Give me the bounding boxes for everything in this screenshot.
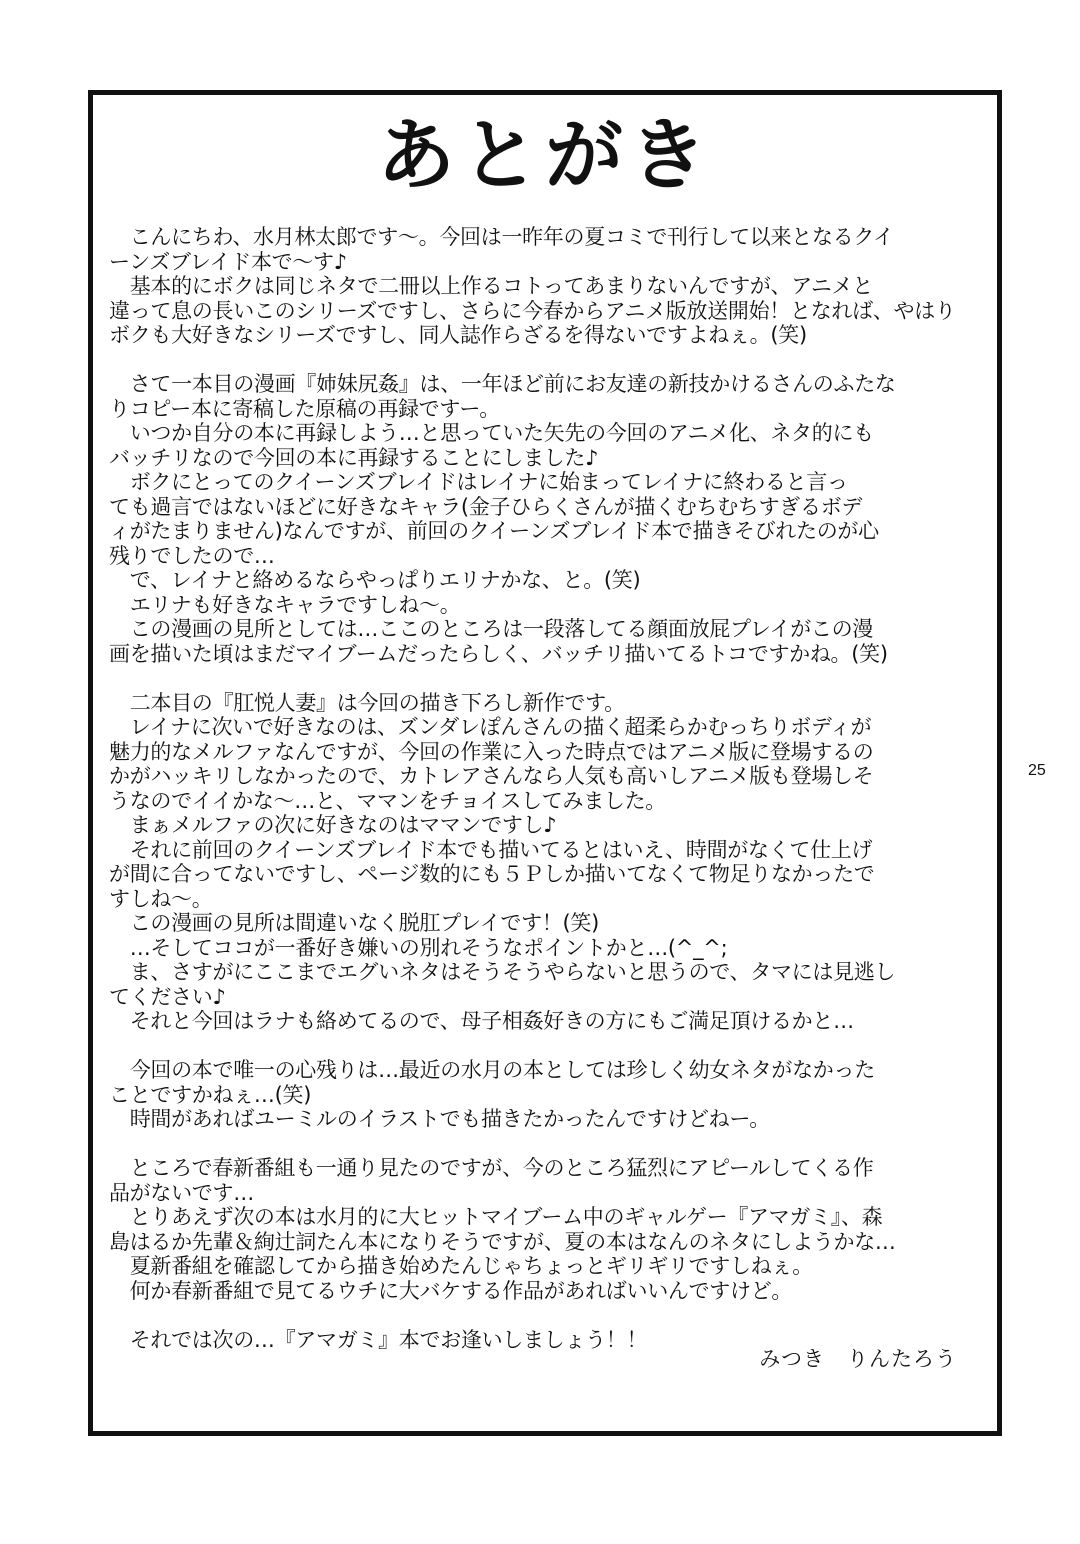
paragraph bbox=[109, 1156, 989, 1303]
text-line: 二本目の『肛悦人妻』は今回の描き下ろし新作です。 bbox=[109, 690, 625, 715]
text-line: まぁメルファの次に好きなのはママンですし♪ bbox=[109, 813, 557, 837]
paragraph-gap bbox=[109, 666, 989, 691]
text-line: それに前回のクイーンズブレイド本でも描いてるとはいえ、時間がなくて仕上げ bbox=[109, 837, 873, 862]
text-line: ボクにとってのクイーンズブレイドはレイナに始まってレイナに終わると言っ bbox=[109, 470, 848, 494]
text-line: 品がないです… bbox=[109, 1180, 254, 1205]
text-line: 島はるか先輩＆絢辻詞たん本になりそうですが、夏の本はなんのネタにしようかな… bbox=[109, 1229, 896, 1254]
paragraph-gap bbox=[109, 348, 989, 373]
paragraph bbox=[109, 225, 989, 348]
text-line: レイナに次いで好きなのは、ズンダレぽんさんの描く超柔らかむっちりボディが bbox=[109, 715, 872, 739]
text-line: 残りでしたので… bbox=[109, 543, 275, 568]
text-line: バッチリなので今回の本に再録することにしました♪ bbox=[109, 445, 599, 470]
paragraph-gap bbox=[109, 1303, 989, 1328]
text-line: ーンズブレイド本で〜す♪ bbox=[109, 249, 347, 274]
text-line: すしね〜。 bbox=[109, 886, 213, 911]
text-line: さて一本目の漫画『姉妹尻姦』は、一年ほど前にお友達の新技かけるさんのふたな bbox=[109, 372, 896, 396]
text-line: ところで春新番組も一通り見たのですが、今のところ猛烈にアピールしてくる作 bbox=[109, 1156, 874, 1180]
afterword-body bbox=[109, 225, 989, 1352]
paragraph-gap bbox=[109, 1034, 989, 1059]
text-line: …そしてココが一番好き嫌いの別れそうなポイントかと…(^_^; bbox=[109, 935, 728, 960]
text-line: かがハッキリしなかったので、カトレアさんなら人気も高いしアニメ版も登場しそ bbox=[109, 764, 874, 788]
text-line: エリナも好きなキャラですしね〜。 bbox=[109, 592, 461, 617]
text-line: いつか自分の本に再録しよう…と思っていた矢先の今回のアニメ化、ネタ的にも bbox=[109, 421, 874, 445]
paragraph bbox=[109, 691, 989, 1034]
text-line: ても過言ではないほどに好きなキャラ(金子ひらくさんが描くむちむちすぎるボデ bbox=[109, 494, 863, 519]
text-line: うなのでイイかな〜…と、ママンをチョイスしてみました。 bbox=[109, 788, 667, 813]
text-line: こんにちわ、水月林太郎です〜。今回は一昨年の夏コミで刊行して以来となるクイ bbox=[109, 225, 894, 249]
paragraph bbox=[109, 372, 989, 666]
text-line: この漫画の見所としては…ここのところは一段落してる顔面放屁プレイがこの漫 bbox=[109, 617, 874, 641]
page-title: あとがき bbox=[376, 111, 713, 201]
text-line: 違って息の長いこのシリーズですし、さらに今春からアニメ版放送開始！となれば、やはり bbox=[109, 298, 956, 323]
text-line: ボクも大好きなシリーズですし、同人誌作らざるを得ないですよねぇ。(笑) bbox=[109, 323, 807, 347]
page-frame bbox=[88, 90, 1002, 1436]
text-line: 今回の本で唯一の心残りは…最近の水月の本としては珍しく幼女ネタがなかった bbox=[109, 1058, 875, 1082]
paragraph bbox=[109, 1058, 989, 1132]
text-line: 夏新番組を確認してから描き始めたんじゃちょっとギリギリですしねぇ。 bbox=[109, 1254, 813, 1278]
text-line: 魅力的なメルファなんですが、今回の作業に入った時点ではアニメ版に登場するの bbox=[109, 739, 874, 764]
text-line: この漫画の見所は間違いなく脱肛プレイです！(笑) bbox=[109, 911, 599, 935]
text-line: 画を描いた頃はまだマイブームだったらしく、バッチリ描いてるトコですかね。(笑) bbox=[109, 641, 888, 666]
text-line: りコピー本に寄稿した原稿の再録ですー。 bbox=[109, 396, 500, 421]
text-line: が間に合ってないですし、ページ数的にも５Ｐしか描いてなくて物足りなかったで bbox=[109, 862, 875, 886]
author-signature: みつき りんたろう bbox=[759, 1347, 957, 1371]
text-line: てください♪ bbox=[109, 984, 226, 1009]
text-line: ィがたまりません)なんですが、前回のクイーンズブレイド本で描きそびれたのが心 bbox=[109, 519, 879, 543]
text-line: それと今回はラナも絡めてるので、母子相姦好きの方にもご満足頂けるかと… bbox=[109, 1009, 854, 1033]
page-number: 25 bbox=[1028, 762, 1046, 779]
text-line: それでは次の…『アマガミ』本でお逢いしましょう！！ bbox=[109, 1327, 648, 1352]
text-line: とりあえず次の本は水月的に大ヒットマイブーム中のギャルゲー『アマガミ』、森 bbox=[109, 1205, 883, 1229]
paragraph-gap bbox=[109, 1132, 989, 1157]
text-line: 基本的にボクは同じネタで二冊以上作るコトってあまりないんですが、アニメと bbox=[109, 274, 874, 298]
text-line: で、レイナと絡めるならやっぱりエリナかな、と。(笑) bbox=[109, 568, 641, 592]
text-line: ことですかねぇ…(笑) bbox=[109, 1082, 312, 1107]
text-line: ま、さすがにここまでエグいネタはそうそうやらないと思うので、タマには見逃し bbox=[109, 960, 896, 984]
text-line: 時間があればユーミルのイラストでも描きたかったんですけどねー。 bbox=[109, 1107, 770, 1131]
text-line: 何か春新番組で見てるウチに大バケする作品があればいいんですけど。 bbox=[109, 1278, 793, 1303]
